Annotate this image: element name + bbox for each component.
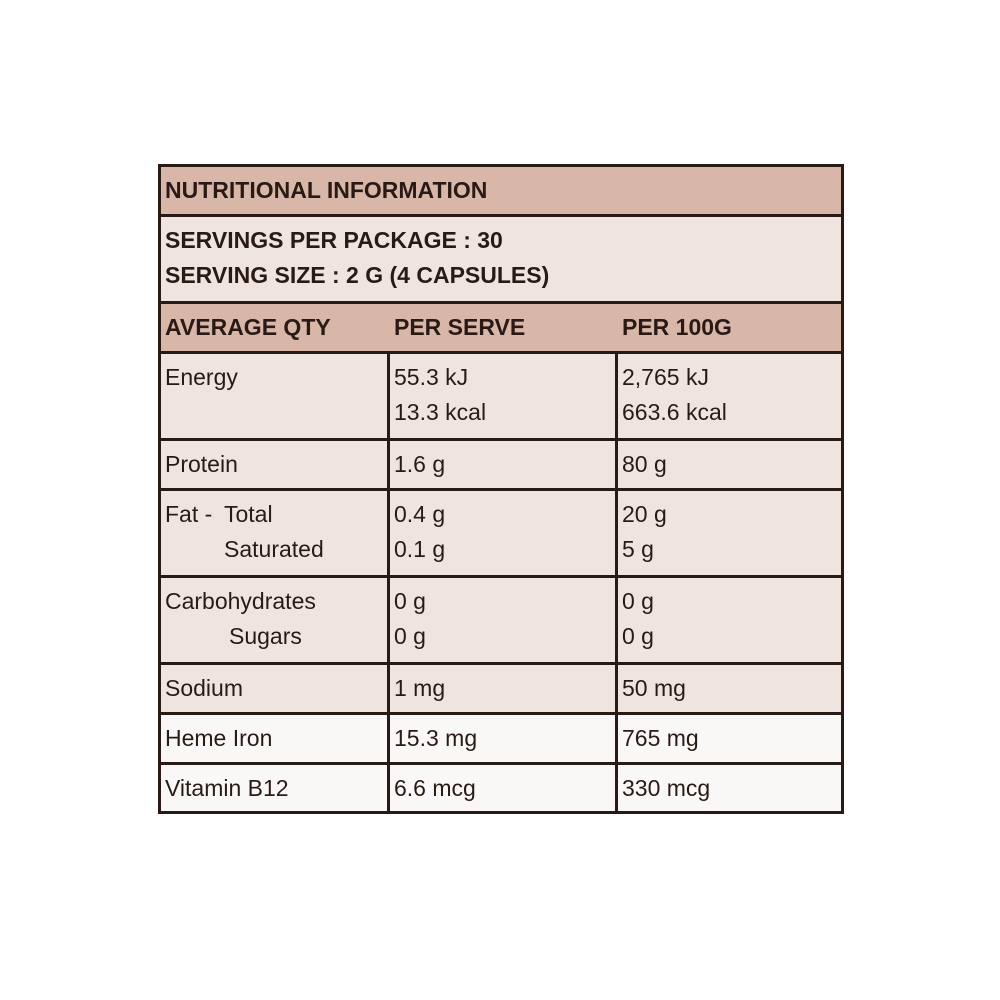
table-row-sodium — [161, 665, 841, 712]
carbohydrates-per-serve — [390, 578, 615, 662]
fat-per-100g — [618, 491, 841, 575]
serving-size: SERVING SIZE : 2 G (4 CAPSULES) — [165, 262, 550, 288]
energy-per-100g-kcal: 663.6 kcal — [622, 399, 727, 425]
heme-iron-label: Heme Iron — [161, 715, 387, 762]
column-header-average-qty: AVERAGE QTY — [161, 304, 387, 351]
energy-per-serve — [390, 354, 615, 438]
sodium-label: Sodium — [161, 665, 387, 712]
energy-per-serve-kcal: 13.3 kcal — [394, 399, 487, 425]
fat-per-serve — [390, 491, 615, 575]
carbohydrates-label: Carbohydrates — [165, 588, 316, 614]
energy-per-100g — [618, 354, 841, 438]
sugars-label: Sugars — [229, 623, 302, 649]
title-row — [161, 167, 841, 214]
servings-per-package: SERVINGS PER PACKAGE : 30 — [165, 227, 503, 253]
heme-iron-per-100g: 765 mg — [618, 715, 841, 762]
sugars-per-serve-value: 0 g — [394, 623, 426, 649]
sugars-per-100g-value: 0 g — [622, 623, 654, 649]
vitamin-b12-label: Vitamin B12 — [161, 765, 387, 811]
table-row-heme-iron — [161, 715, 841, 762]
table-row-vitamin-b12 — [161, 765, 841, 811]
carbohydrates-per-100g — [618, 578, 841, 662]
table-row-protein — [161, 441, 841, 488]
fat-total-per-serve: 0.4 g — [394, 501, 446, 527]
energy-per-100g-kj: 2,765 kJ — [622, 364, 709, 390]
table-row-fat — [161, 491, 841, 575]
fat-saturated-label: Saturated — [224, 536, 324, 562]
sodium-per-serve: 1 mg — [390, 665, 615, 712]
energy-per-serve-kj: 55.3 kJ — [394, 364, 469, 390]
heme-iron-per-serve: 15.3 mg — [390, 715, 615, 762]
column-header-per-100g: PER 100G — [618, 304, 841, 351]
table-title: NUTRITIONAL INFORMATION — [165, 177, 488, 203]
fat-label-prefix: Fat - — [165, 501, 213, 527]
protein-per-100g: 80 g — [618, 441, 841, 488]
fat-total-line — [165, 497, 387, 532]
vitamin-b12-per-100g: 330 mcg — [618, 765, 841, 811]
fat-saturated-per-100g: 5 g — [622, 536, 654, 562]
fat-total-per-100g: 20 g — [622, 501, 667, 527]
protein-label: Protein — [161, 441, 387, 488]
table-row-carbohydrates — [161, 578, 841, 662]
fat-total-label: Total — [224, 501, 273, 527]
column-header-row — [161, 304, 841, 351]
fat-saturated-per-serve: 0.1 g — [394, 536, 446, 562]
servings-info — [161, 217, 841, 301]
column-header-per-serve: PER SERVE — [390, 304, 615, 351]
nutrition-table — [158, 164, 844, 814]
fat-label-cell — [161, 491, 387, 575]
servings-row — [161, 217, 841, 301]
vitamin-b12-per-serve: 6.6 mcg — [390, 765, 615, 811]
carbohydrates-per-serve-value: 0 g — [394, 588, 426, 614]
protein-per-serve: 1.6 g — [390, 441, 615, 488]
carbohydrates-per-100g-value: 0 g — [622, 588, 654, 614]
carbohydrates-label-cell — [161, 578, 387, 662]
energy-label: Energy — [161, 354, 387, 438]
table-row-energy — [161, 354, 841, 438]
sodium-per-100g: 50 mg — [618, 665, 841, 712]
